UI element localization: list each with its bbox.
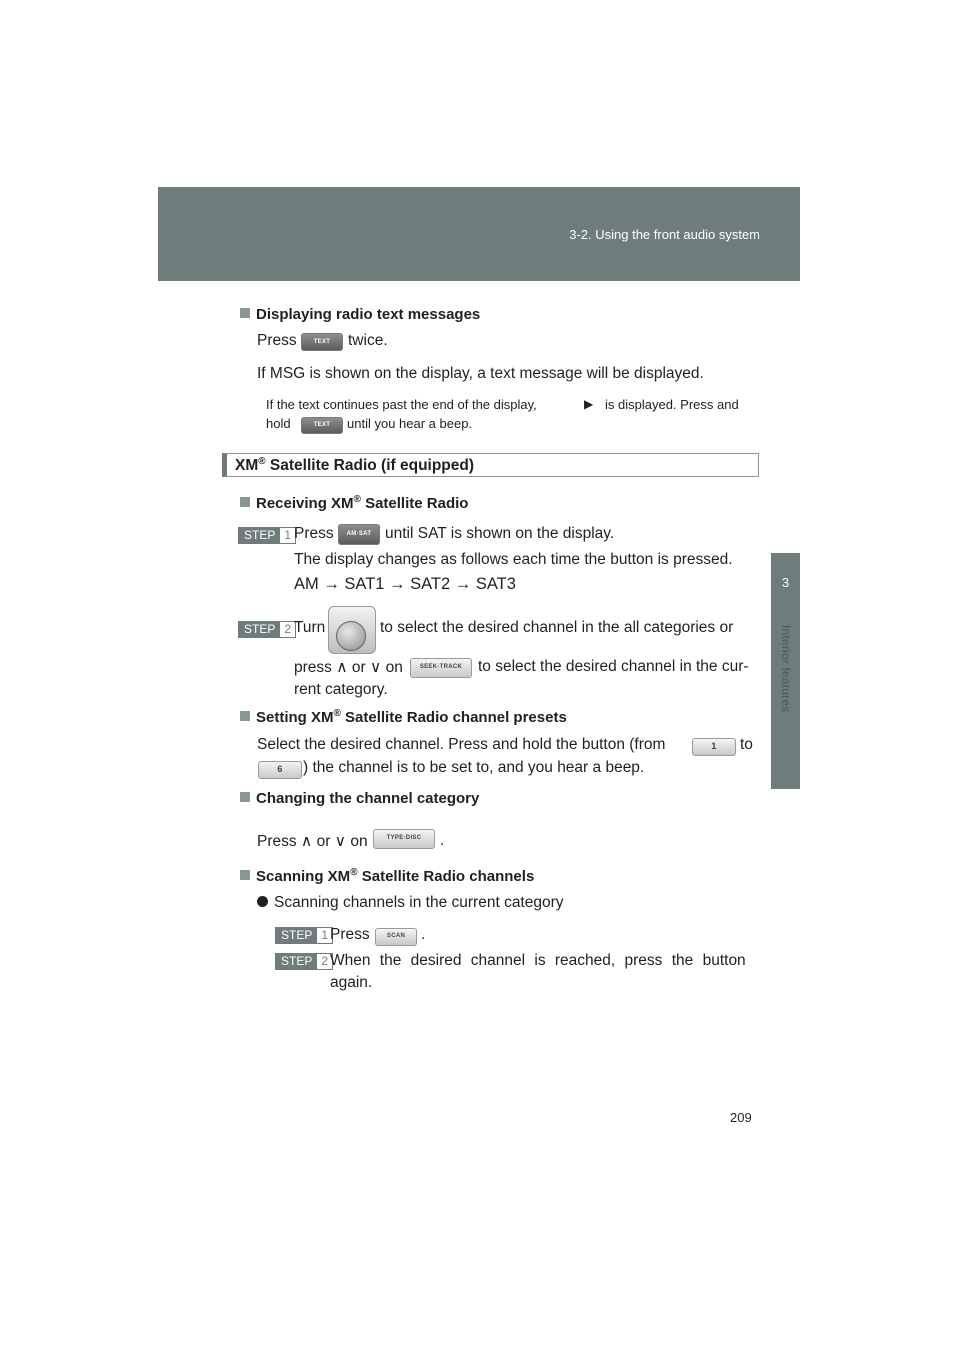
preset-1-button: 1 (692, 738, 736, 756)
note-line-2b: until you hear a beep. (347, 416, 473, 431)
presets-line2: ) the channel is to be set to, and you hear a beep. (303, 759, 645, 776)
presets-line1a: Select the desired channel. Press and hold the button (from (257, 736, 666, 753)
section-title: 3-2. Using the front audio system (569, 227, 760, 242)
text-button: TEXT (301, 333, 343, 351)
scan-button: SCAN (375, 928, 417, 946)
page-number: 209 (730, 1110, 752, 1125)
step-1-badge: STEP 1 (238, 527, 296, 544)
scan-step2-line2: again. (330, 974, 373, 991)
receiving-heading: Receiving XM® Satellite Radio (240, 494, 468, 512)
category-heading: Changing the channel category (240, 790, 479, 807)
note-line-1a: If the text continues past the end of the display, (266, 397, 537, 412)
round-bullet-icon (257, 896, 268, 907)
seek-track-button: SEEK·TRACK (410, 658, 472, 678)
category-line-b: . (440, 832, 445, 849)
square-bullet-icon (240, 308, 250, 318)
msg-line: If MSG is shown on the display, a text message will be displayed. (257, 365, 704, 382)
note-line-2a: hold (266, 416, 291, 431)
play-arrow-icon: ▶ (584, 397, 594, 411)
note-line-1b: is displayed. Press and (605, 397, 739, 412)
tune-knob-icon (328, 606, 376, 654)
category-line-a: Press ∧ or ∨ on (257, 833, 368, 850)
band-sequence: AM → SAT1 → SAT2 → SAT3 (294, 575, 516, 593)
presets-line1b: to (740, 736, 753, 753)
scan-step1-press: Press (330, 926, 370, 943)
preset-6-button: 6 (258, 761, 302, 779)
scan-step2-line1: When the desired channel is reached, press the button (330, 952, 746, 969)
chapter-label (771, 625, 800, 735)
scanning-heading: Scanning XM® Satellite Radio channels (240, 867, 534, 885)
header-band (158, 187, 800, 281)
step2-line2a: press ∧ or ∨ on (294, 659, 403, 676)
chapter-number: 3 (781, 575, 790, 590)
step2-rest: to select the desired channel in the all categories or (380, 619, 734, 636)
scan-bullet: Scanning channels in the current category (257, 894, 564, 912)
step2-line3: rent category. (294, 681, 388, 698)
section-heading: XM® Satellite Radio (if equipped) (235, 456, 475, 475)
section-heading-box (222, 453, 759, 477)
step-2-badge: STEP 2 (238, 621, 296, 638)
step1-rest: until SAT is shown on the display. (385, 525, 615, 542)
step1-press: Press (294, 525, 334, 542)
step2-line2b: to select the desired channel in the cur- (478, 658, 749, 675)
presets-heading: Setting XM® Satellite Radio channel presets (240, 708, 567, 726)
step1-line2: The display changes as follows each time the button is pressed. (294, 551, 733, 568)
square-bullet-icon (240, 792, 250, 802)
chapter-label-text: Interior features (779, 625, 793, 713)
square-bullet-icon (240, 497, 250, 507)
square-bullet-icon (240, 870, 250, 880)
am-sat-button: AM·SAT (338, 524, 380, 545)
scan-step-1-badge: STEP 1 (275, 927, 333, 944)
text-button-2: TEXT (301, 417, 343, 434)
square-bullet-icon (240, 711, 250, 721)
scan-step1-end: . (421, 926, 426, 943)
radio-text-twice: twice. (348, 332, 388, 349)
type-disc-button: TYPE·DISC (373, 829, 435, 849)
radio-text-heading: Displaying radio text messages (240, 306, 480, 323)
radio-text-press-line: Press (257, 332, 297, 349)
scan-step-2-badge: STEP 2 (275, 953, 333, 970)
step2-turn: Turn (294, 619, 326, 636)
